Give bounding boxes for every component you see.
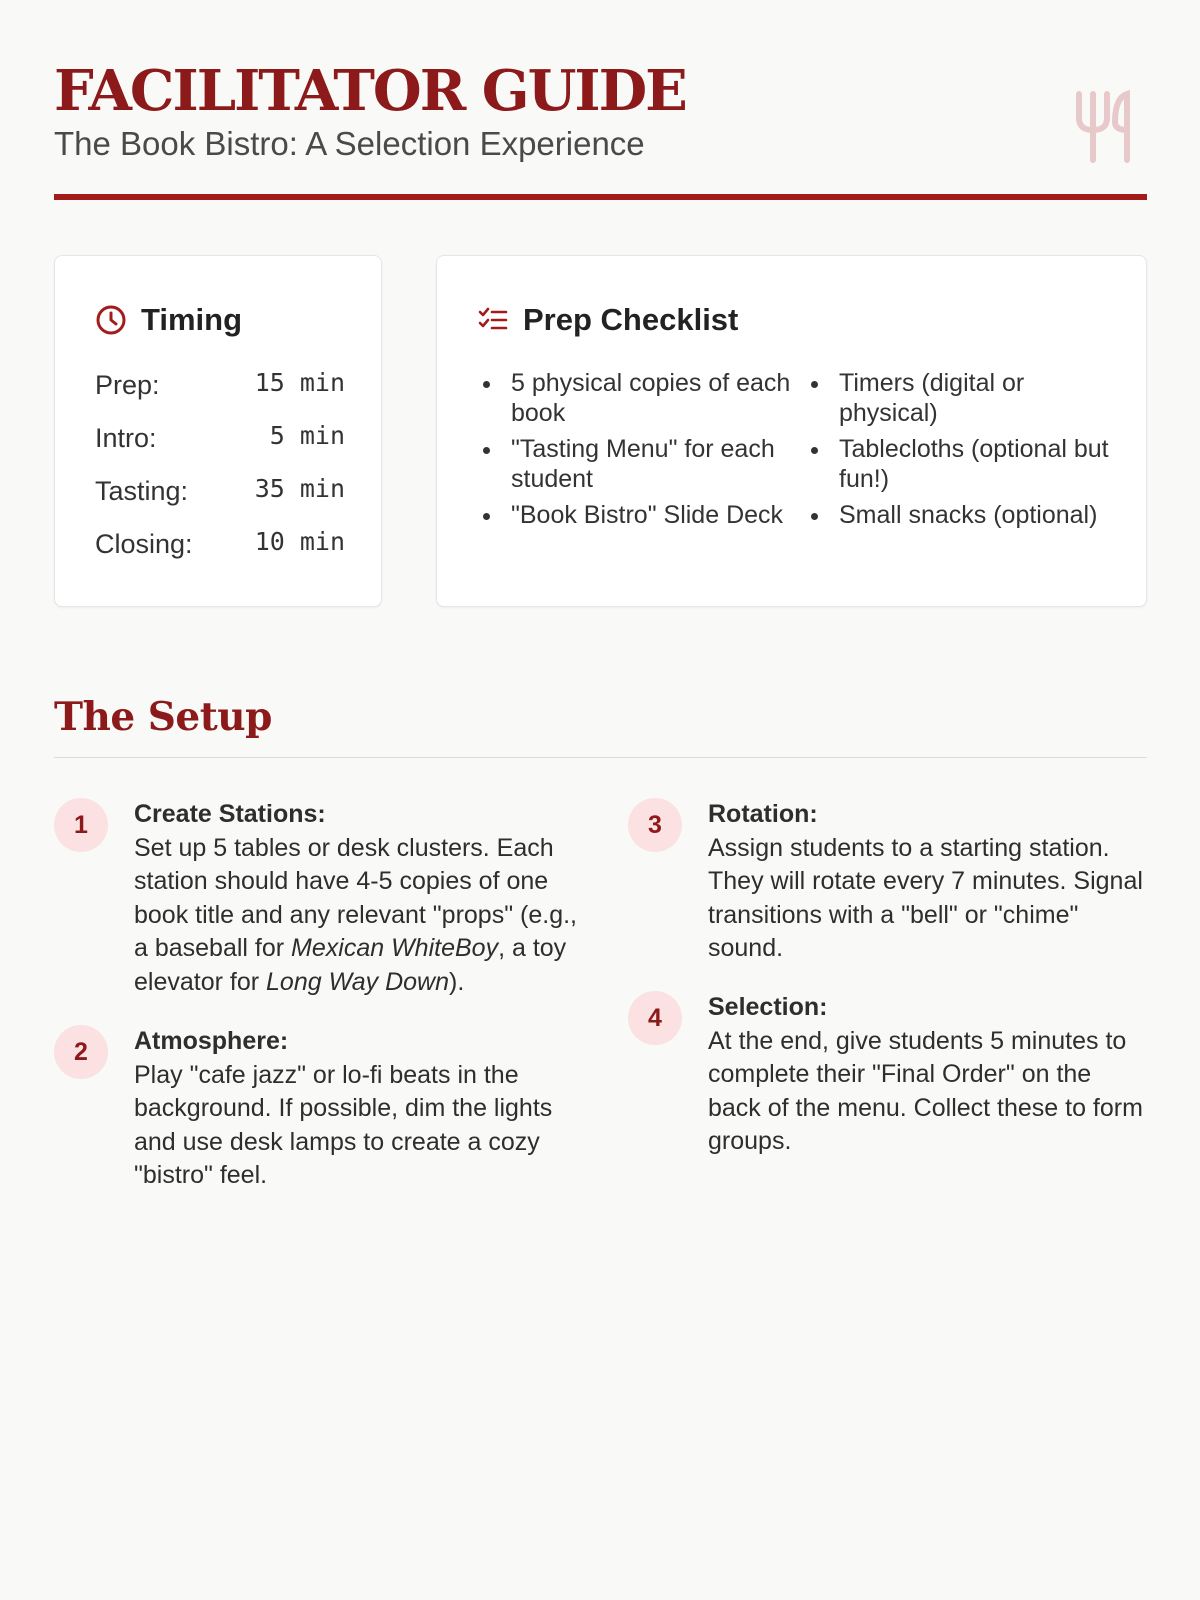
timing-card-header <box>95 300 242 340</box>
checklist-item: Small snacks (optional) <box>805 500 1117 530</box>
setup-heading: The Setup <box>54 694 272 740</box>
step-text: Assign students to a starting station. They will rotate every 7 minutes. Signal transitions with a "bell" or "chime" sound. <box>708 833 1143 962</box>
timing-value: 35 min <box>254 474 345 503</box>
book-title: Mexican WhiteBoy <box>291 934 499 962</box>
clock-icon <box>95 304 127 336</box>
step-text-part: ). <box>449 967 465 996</box>
step-text: At the end, give students 5 minutes to complete their "Final Order" on the back of the menu. Collect these to form groups. <box>708 1026 1143 1155</box>
prep-card-header <box>477 300 738 340</box>
checklist-icon <box>477 304 509 336</box>
header-rule <box>54 194 1147 200</box>
step-title: Selection: <box>708 993 828 1021</box>
step-body <box>708 798 1148 966</box>
checklist-item: "Book Bistro" Slide Deck <box>477 500 805 530</box>
timing-row <box>95 417 345 470</box>
prep-column-left <box>477 368 805 536</box>
checklist-item: Timers (digital or physical) <box>805 368 1117 428</box>
step-title: Create Stations: <box>134 800 326 828</box>
step-title: Atmosphere: <box>134 1027 289 1055</box>
page-subtitle: The Book Bistro: A Selection Experience <box>54 125 645 162</box>
step-number-badge: 1 <box>54 798 108 852</box>
fork-knife-icon <box>1071 88 1143 164</box>
prep-column-right <box>805 368 1117 536</box>
timing-row <box>95 523 345 576</box>
step-body <box>134 1025 582 1193</box>
facilitator-guide-page <box>54 0 1147 1600</box>
step-number-badge: 2 <box>54 1025 108 1079</box>
setup-divider <box>54 757 1147 758</box>
timing-row <box>95 364 345 417</box>
step-text <box>134 832 582 1000</box>
timing-label: Closing: <box>95 529 193 559</box>
step-text-part: Set up 5 tables or desk clusters. Each station should have 4-5 copies of one book title and any relevant "props" (e.g., a baseball for <box>134 833 578 962</box>
checklist-item: 5 physical copies of each book <box>477 368 805 428</box>
timing-heading: Timing <box>141 302 243 337</box>
step-number-badge: 3 <box>628 798 682 852</box>
timing-label: Prep: <box>95 370 160 400</box>
timing-row <box>95 470 345 523</box>
page-title: FACILITATOR GUIDE <box>54 58 686 124</box>
book-title: Long Way Down <box>266 967 449 996</box>
timing-label: Intro: <box>95 423 157 453</box>
timing-value: 5 min <box>254 421 345 450</box>
checklist-item: "Tasting Menu" for each student <box>477 434 805 494</box>
step-number-badge: 4 <box>628 991 682 1045</box>
prep-columns <box>477 368 1117 536</box>
timing-card <box>54 255 382 607</box>
step-text-part: , a toy elevator for <box>134 934 567 996</box>
timing-label: Tasting: <box>95 476 189 506</box>
timing-value: 15 min <box>254 368 345 397</box>
page-header <box>54 58 1147 200</box>
prep-heading: Prep Checklist <box>523 302 739 337</box>
step-title: Rotation: <box>708 800 818 828</box>
timing-value: 10 min <box>254 527 345 556</box>
checklist-item: Tablecloths (optional but fun!) <box>805 434 1117 494</box>
step-body <box>134 798 582 999</box>
prep-checklist-card <box>436 255 1147 607</box>
timing-list <box>95 364 345 576</box>
step-text: Play "cafe jazz" or lo-fi beats in the background. If possible, dim the lights and use desk lamps to create a cozy "bistro" feel. <box>134 1060 553 1189</box>
step-body <box>708 991 1148 1159</box>
